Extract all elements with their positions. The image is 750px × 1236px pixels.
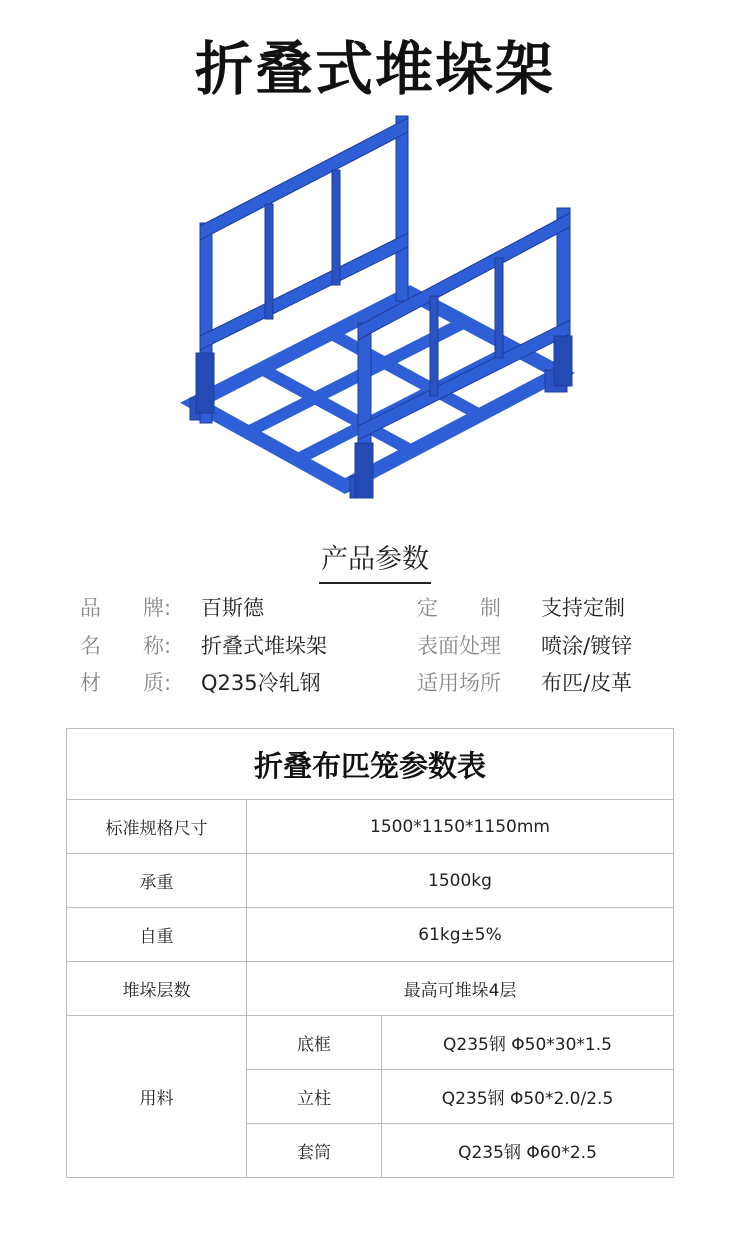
material-part: 套筒 [247, 1124, 382, 1178]
param-brand-value: 百斯德 [201, 596, 264, 620]
spec-label: 堆垛层数 [67, 962, 247, 1016]
section-heading-text: 产品参数 [319, 537, 431, 584]
param-name-value: 折叠式堆垛架 [201, 634, 327, 658]
spec-label: 自重 [67, 908, 247, 962]
material-part: 底框 [247, 1016, 382, 1070]
param-usage-label: 适用场所 [417, 671, 501, 695]
material-part: 立柱 [247, 1070, 382, 1124]
material-value: Q235钢 Φ50*30*1.5 [382, 1016, 674, 1070]
stacking-rack-image [150, 108, 600, 518]
table-row [67, 962, 674, 1016]
table-row [67, 854, 674, 908]
param-material-label: 材 质: [80, 671, 172, 695]
param-brand-label: 品 牌: [80, 596, 172, 620]
page-title: 折叠式堆垛架 [194, 35, 555, 103]
section-heading [0, 537, 750, 584]
param-material-value: Q235冷轧钢 [201, 671, 321, 695]
material-label: 用料 [67, 1016, 247, 1178]
spec-value: 最高可堆垛4层 [247, 962, 674, 1016]
table-row [67, 1016, 674, 1070]
param-usage-value: 布匹/皮革 [541, 671, 633, 695]
param-custom-label: 定 制 [417, 596, 501, 620]
param-surface-value: 喷涂/镀锌 [541, 634, 633, 658]
table-row [67, 908, 674, 962]
spec-value: 1500kg [247, 854, 674, 908]
material-value: Q235钢 Φ60*2.5 [382, 1124, 674, 1178]
spec-value: 1500*1150*1150mm [247, 800, 674, 854]
param-surface-label: 表面处理 [417, 634, 501, 658]
spec-label: 标准规格尺寸 [67, 800, 247, 854]
table-row [67, 800, 674, 854]
material-value: Q235钢 Φ50*2.0/2.5 [382, 1070, 674, 1124]
spec-table-title: 折叠布匹笼参数表 [67, 729, 674, 800]
param-name-label: 名 称: [80, 634, 172, 658]
spec-label: 承重 [67, 854, 247, 908]
spec-value: 61kg±5% [247, 908, 674, 962]
param-custom-value: 支持定制 [541, 596, 625, 620]
spec-table [66, 728, 674, 1178]
